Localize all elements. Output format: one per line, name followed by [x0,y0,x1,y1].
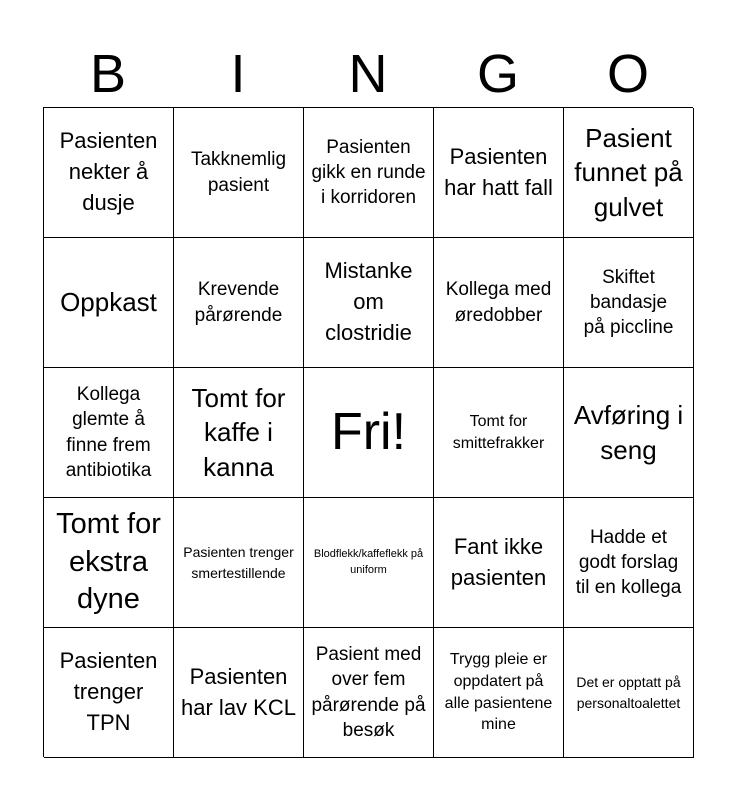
bingo-cell[interactable] [174,368,304,498]
cell-text: Tomt for ekstra dyne [56,507,161,616]
free-space-cell[interactable] [304,368,434,498]
cell-text: Pasienten gikk en runde i korridoren [311,136,426,209]
cell-text: Pasient med over fem pårørende på besøk [311,643,426,741]
cell-text: Pasienten trenger smertestillende [183,544,294,581]
cell-text: Tomt for smittefrakker [452,412,545,452]
cell-text: Takknemlig pasient [190,149,287,196]
bingo-cell[interactable] [174,238,304,368]
bingo-cell[interactable] [434,628,564,758]
bingo-cell[interactable] [174,108,304,238]
header-letter-b: B [89,44,127,104]
header-letter-n: N [348,44,388,104]
bingo-cell[interactable] [564,238,694,368]
cell-text: Pasienten har lav KCL [181,663,296,720]
cell-text: Oppkast [60,287,157,318]
cell-text: Avføring i seng [573,399,684,465]
bingo-cell[interactable] [304,498,434,628]
cell-text: Mistanke om clostridie [324,258,413,345]
header-letter-g: G [476,44,519,104]
bingo-cell[interactable] [564,108,694,238]
bingo-cell[interactable] [44,108,174,238]
free-space-text: Fri! [330,403,407,462]
bingo-cell[interactable] [44,498,174,628]
cell-text: Trygg pleie er oppdatert på alle pasientene mine [444,651,553,734]
cell-text: Det er opptatt på personaltoalettet [576,674,681,711]
bingo-cell[interactable] [304,628,434,758]
cell-text: Pasienten har hatt fall [444,143,553,200]
bingo-cell[interactable] [174,498,304,628]
bingo-cell[interactable] [564,498,694,628]
bingo-cell[interactable] [174,628,304,758]
bingo-header [43,40,693,108]
bingo-cell[interactable] [434,108,564,238]
cell-text: Tomt for kaffe i kanna [191,382,286,482]
cell-text: Krevende pårørende [194,279,283,326]
cell-text: Kollega glemte å finne frem antibiotika [65,383,152,481]
bingo-cell[interactable] [434,498,564,628]
cell-text: Blodflekk/kaffeflekk på uniform [313,547,424,576]
bingo-cell[interactable] [564,628,694,758]
bingo-grid [43,107,693,757]
cell-text: Fant ikke pasienten [450,533,547,590]
cell-text: Pasient funnet på gulvet [574,122,683,222]
bingo-cell[interactable] [304,238,434,368]
bingo-cell[interactable] [44,368,174,498]
bingo-cell[interactable] [434,368,564,498]
bingo-cell[interactable] [564,368,694,498]
cell-text: Kollega med øredobber [445,279,552,326]
bingo-cell[interactable] [44,238,174,368]
bingo-cell[interactable] [434,238,564,368]
cell-text: Pasienten nekter å dusje [59,128,158,215]
cell-text: Skiftet bandasje på piccline [583,266,674,339]
cell-text: Pasienten trenger TPN [59,648,158,735]
bingo-cell[interactable] [304,108,434,238]
bingo-cell[interactable] [44,628,174,758]
header-letter-o: O [606,44,649,104]
cell-text: Hadde et godt forslag til en kollega [575,526,682,599]
header-letter-i: I [230,44,246,104]
